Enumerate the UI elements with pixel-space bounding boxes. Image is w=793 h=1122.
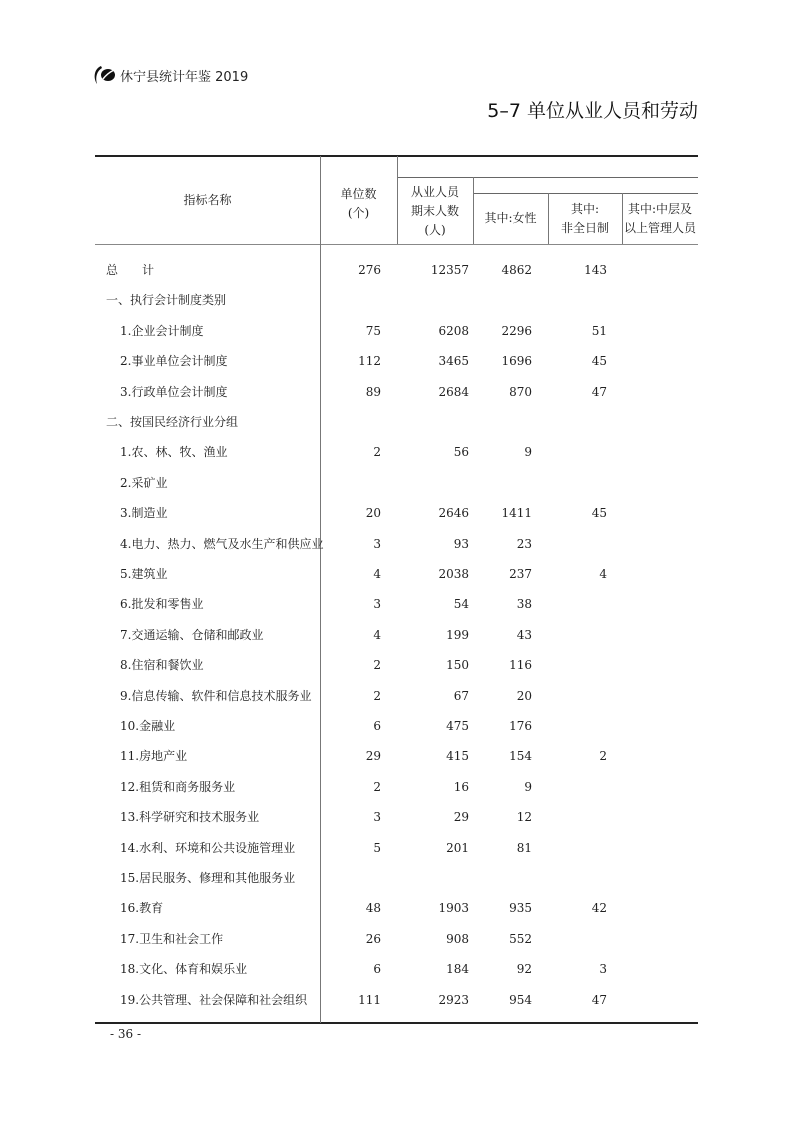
row-label: 总 计	[106, 263, 155, 277]
row-value: 6	[373, 719, 381, 733]
row-label: 14.水利、环境和公共设施管理业	[120, 840, 296, 855]
row-value: 38	[516, 597, 532, 612]
row-value: 1696	[501, 354, 532, 369]
row-label: 15.居民服务、修理和其他服务业	[120, 871, 296, 885]
row-value: 4	[373, 627, 381, 642]
row-value: 2923	[438, 992, 469, 1007]
table-title: 5–7 单位从业人员和劳动	[487, 100, 698, 122]
row-value: 20	[516, 688, 532, 703]
row-label: 7.交通运输、仓储和邮政业	[120, 627, 264, 642]
row-value: 12357	[430, 263, 469, 277]
row-value: 3	[373, 810, 381, 825]
row-value: 111	[358, 992, 381, 1007]
row-value: 954	[509, 992, 532, 1007]
row-label: 2.事业单位会计制度	[120, 354, 228, 369]
row-value: 48	[365, 901, 381, 916]
row-value: 184	[446, 962, 469, 977]
row-label: 12.租赁和商务服务业	[120, 779, 236, 794]
row-label: 5.建筑业	[120, 567, 168, 581]
row-value: 54	[453, 597, 469, 612]
row-value: 16	[453, 779, 469, 794]
row-value: 2646	[438, 506, 469, 521]
row-label: 9.信息传输、软件和信息技术服务业	[120, 688, 312, 703]
header-female: 其中:女性	[484, 211, 537, 225]
row-value: 3	[373, 536, 381, 551]
row-label: 二、按国民经济行业分组	[106, 415, 239, 429]
row-value: 6208	[438, 323, 469, 338]
row-value: 23	[516, 536, 532, 551]
row-value: 116	[509, 658, 532, 673]
row-label: 19.公共管理、社会保障和社会组织	[120, 992, 308, 1007]
row-label: 1.企业会计制度	[120, 323, 204, 338]
row-value: 89	[365, 384, 381, 399]
row-label: 11.房地产业	[120, 749, 188, 764]
row-value: 92	[516, 962, 532, 977]
row-value: 1903	[438, 901, 469, 916]
row-label: 2.采矿业	[120, 475, 168, 490]
row-value: 475	[446, 719, 469, 733]
row-value: 2	[599, 749, 607, 764]
header-managers: 其中:中层及 以上管理人员	[623, 202, 696, 235]
table-bottom-rule	[95, 1022, 698, 1024]
row-value: 20	[365, 506, 381, 521]
row-label: 8.住宿和餐饮业	[120, 658, 204, 673]
row-value: 6	[373, 962, 381, 977]
row-value: 2	[373, 688, 381, 703]
row-value: 4862	[501, 263, 532, 277]
row-value: 51	[591, 323, 607, 338]
row-label: 3.行政单位会计制度	[120, 384, 228, 399]
row-value: 2	[373, 779, 381, 794]
row-value: 4	[373, 567, 381, 581]
row-value: 150	[446, 658, 469, 673]
name-column-divider	[320, 156, 321, 1023]
row-value: 552	[509, 931, 532, 946]
row-value: 935	[509, 901, 532, 916]
row-label: 10.金融业	[120, 719, 176, 733]
header-indicator-name: 指标名称	[183, 193, 232, 207]
row-value: 29	[365, 749, 381, 764]
row-value: 42	[591, 901, 607, 916]
header-rule-2	[473, 193, 698, 194]
row-value: 276	[358, 263, 381, 277]
row-label: 13.科学研究和技术服务业	[120, 810, 260, 825]
row-value: 5	[373, 840, 381, 855]
row-value: 199	[446, 627, 469, 642]
row-value: 47	[591, 384, 607, 399]
row-value: 2296	[501, 323, 532, 338]
row-value: 2684	[438, 384, 469, 399]
row-value: 12	[516, 810, 532, 825]
row-value: 45	[591, 354, 607, 369]
row-value: 2038	[438, 567, 469, 581]
yearbook-logo-icon	[92, 64, 116, 86]
row-value: 81	[516, 840, 532, 855]
row-label: 17.卫生和社会工作	[120, 931, 224, 946]
row-value: 201	[446, 840, 469, 855]
row-value: 143	[584, 263, 607, 277]
row-value: 56	[453, 445, 469, 460]
row-label: 16.教育	[120, 901, 164, 916]
row-value: 3	[373, 597, 381, 612]
row-value: 870	[509, 384, 532, 399]
page-number: - 36 -	[110, 1027, 142, 1041]
row-value: 29	[453, 810, 469, 825]
row-value: 9	[524, 779, 532, 794]
row-value: 1411	[501, 506, 532, 521]
row-value: 415	[446, 749, 469, 764]
header-employees: 从业人员 期末人数 (人)	[410, 185, 459, 237]
row-label: 18.文化、体育和娱乐业	[120, 962, 248, 977]
row-label: 一、执行会计制度类别	[106, 293, 227, 308]
row-value: 2	[373, 658, 381, 673]
row-label: 3.制造业	[120, 506, 168, 521]
row-value: 112	[358, 354, 381, 369]
header-bottom-rule	[95, 244, 698, 245]
row-value: 45	[591, 506, 607, 521]
row-label: 6.批发和零售业	[120, 597, 204, 612]
book-title: 休宁县统计年鉴 2019	[120, 70, 249, 85]
row-value: 4	[599, 567, 607, 581]
row-value: 908	[446, 931, 469, 946]
header-unit-count: 单位数 (个)	[340, 187, 377, 220]
row-value: 3	[599, 962, 607, 977]
row-value: 3465	[438, 354, 469, 369]
row-value: 2	[373, 445, 381, 460]
row-value: 26	[365, 931, 381, 946]
row-value: 154	[509, 749, 532, 764]
row-label: 1.农、林、牧、渔业	[120, 445, 228, 460]
row-value: 237	[509, 567, 532, 581]
row-value: 93	[453, 536, 469, 551]
row-value: 176	[509, 719, 532, 733]
row-value: 47	[591, 992, 607, 1007]
row-value: 75	[365, 323, 381, 338]
header-part-time: 其中: 非全日制	[560, 202, 609, 235]
header-rule-1	[397, 177, 698, 178]
row-value: 43	[516, 627, 532, 642]
row-value: 9	[524, 445, 532, 460]
row-label: 4.电力、热力、燃气及水生产和供应业	[120, 536, 324, 551]
row-value: 67	[453, 688, 469, 703]
